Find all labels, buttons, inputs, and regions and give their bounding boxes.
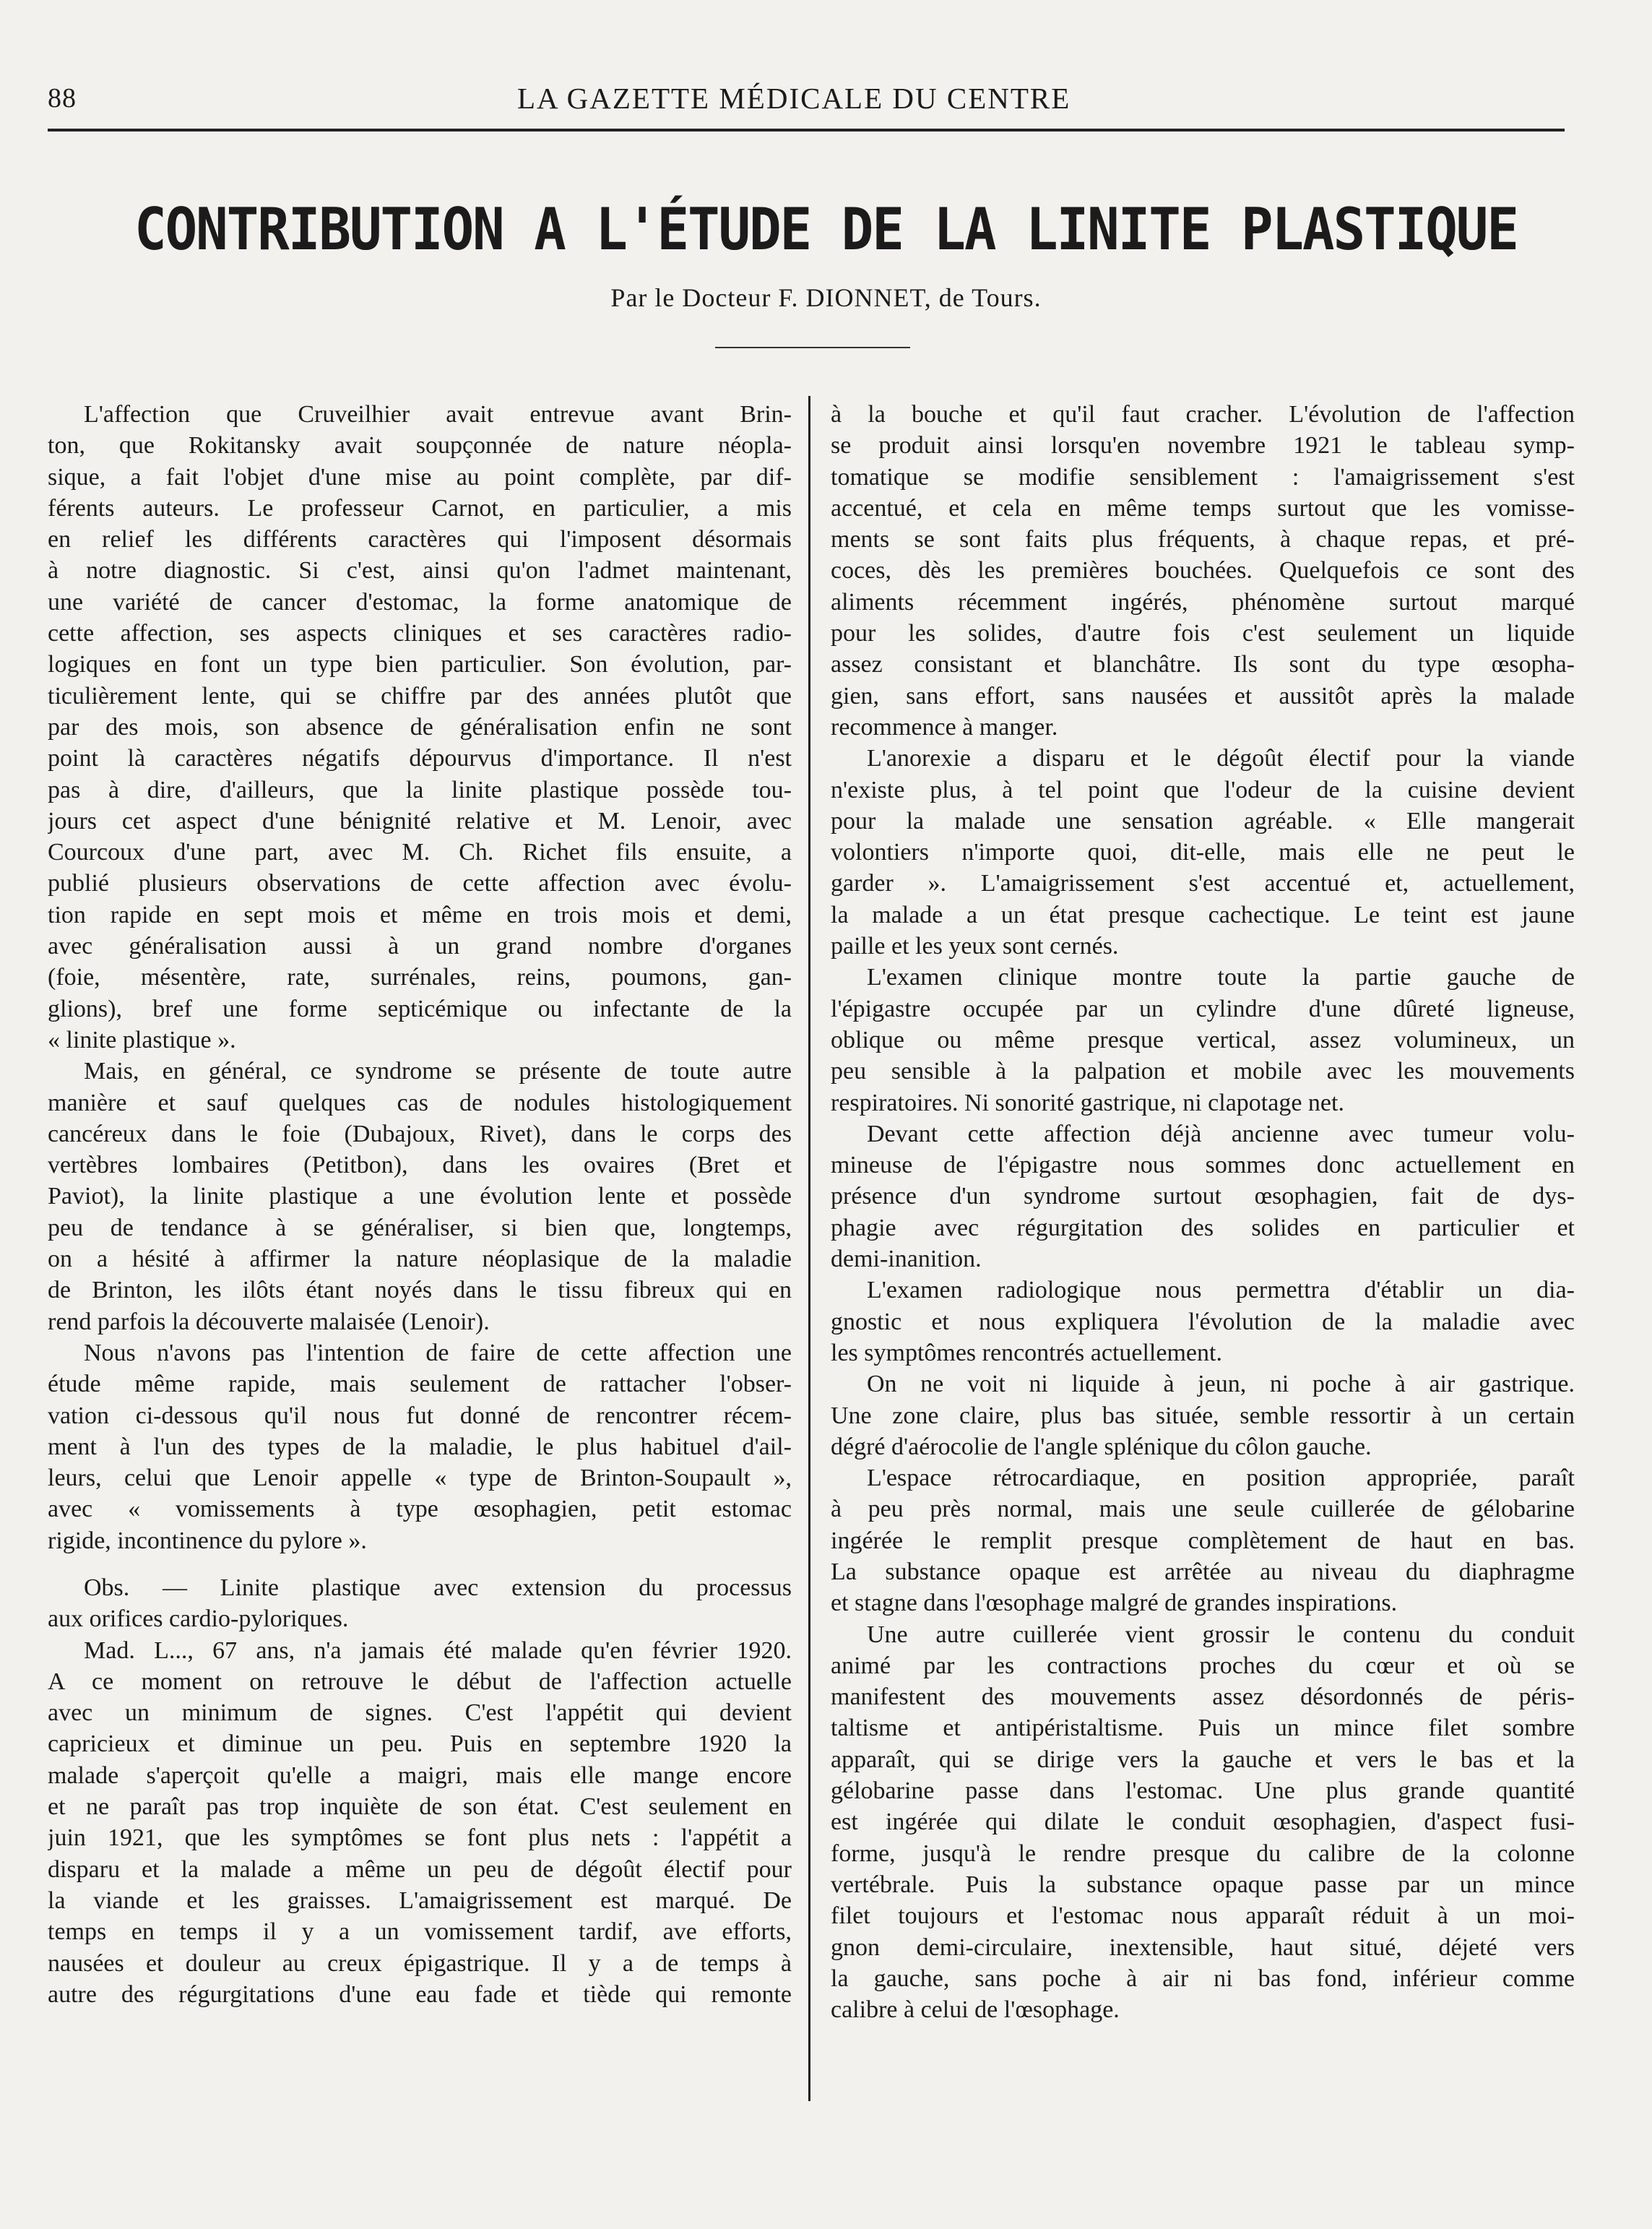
text-line: coces, dès les premières bouchées. Quelquefois ce sont des [831,557,1575,585]
text-line: Nous n'avons pas l'intention de faire de cette affection une [84,1339,792,1366]
text-line: (foie, mésentère, rate, surrénales, reins, poumons, gan- [48,964,792,991]
text-line: paille et les yeux sont cernés. [831,933,1119,960]
text-line: de Brinton, les ilôts étant noyés dans le tissu fibreux qui en [48,1277,792,1304]
text-line: recommence à manger. [831,713,1058,741]
text-line: ingérée le remplit presque complètement de haut en bas. [831,1527,1575,1554]
text-line: mineuse de l'épigastre nous sommes donc actuellement en [831,1152,1575,1179]
left-column [48,399,792,2010]
text-line: La substance opaque est arrêtée au niveau du diaphragme [831,1558,1575,1585]
text-line: taltisme et antipéristaltisme. Puis un mince filet sombre [831,1715,1575,1742]
text-line: pour la malade une sensation agréable. « Elle mangerait [831,807,1575,835]
text-line: cette affection, ses aspects cliniques et ses caractères radio- [48,620,792,647]
text-line: peu sensible à la palpation et mobile avec les mouvements [831,1058,1575,1085]
text-line: présence d'un syndrome surtout œsophagien, fait de dys- [831,1183,1575,1210]
text-line: est ingérée qui dilate le conduit œsophagien, d'aspect fusi- [831,1808,1575,1836]
text-line: phagie avec régurgitation des solides en particulier et [831,1214,1575,1241]
text-line: disparu et la malade a même un peu de dégoût électif pour [48,1855,792,1883]
text-line: jours cet aspect d'une bénignité relative et M. Lenoir, avec [48,807,792,835]
text-line: On ne voit ni liquide à jeun, ni poche à air gastrique. [867,1371,1575,1398]
running-header [48,81,1565,124]
text-line: avec généralisation aussi à un grand nombre d'organes [48,933,792,960]
text-line: glions), bref une forme septicémique ou infectante de la [48,995,792,1022]
text-line: L'affection que Cruveilhier avait entrevue avant Brin- [84,401,792,428]
text-line: manifestent des mouvements assez désordonnés de péris- [831,1683,1575,1711]
text-line: demi-inanition. [831,1246,982,1273]
text-line: A ce moment on retrouve le début de l'affection actuelle [48,1668,792,1695]
text-line: calibre à celui de l'œsophage. [831,1996,1120,2024]
text-line: forme, jusqu'à le rendre presque du calibre de la colonne [831,1840,1575,1867]
text-line: par des mois, son absence de généralisation enfin ne sont [48,713,792,741]
text-line: vertébrale. Puis la substance opaque passe par un mince [831,1871,1575,1898]
text-line: tion rapide en sept mois et même en trois mois et demi, [48,901,792,928]
page-number: 88 [48,83,77,113]
text-line: Mais, en général, ce syndrome se présente de toute autre [84,1058,792,1085]
text-line: gien, sans effort, sans nausées et aussitôt après la malade [831,682,1575,710]
text-line: les symptômes rencontrés actuellement. [831,1339,1222,1366]
text-line: Devant cette affection déjà ancienne avec tumeur volu- [867,1120,1575,1147]
text-line: « linite plastique ». [48,1026,236,1053]
text-line: avec un minimum de signes. C'est l'appétit qui devient [48,1699,792,1727]
text-line: se produit ainsi lorsqu'en novembre 1921 le tableau symp- [831,432,1575,460]
text-line: dégré d'aérocolie de l'angle splénique du côlon gauche. [831,1433,1372,1460]
text-line: gnostic et nous expliquera l'évolution de la maladie avec [831,1308,1575,1335]
text-line: Paviot), la linite plastique a une évolution lente et possède [48,1183,792,1210]
article-byline: Par le Docteur F. DIONNET, de Tours. [610,283,1042,312]
text-line: et stagne dans l'œsophage malgré de grandes inspirations. [831,1590,1398,1617]
text-line: en relief les différents caractères qui l'imposent désormais [48,526,792,553]
text-line: leurs, celui que Lenoir appelle « type de Brinton-Soupault », [48,1465,792,1492]
text-line: férents auteurs. Le professeur Carnot, en particulier, a mis [48,494,792,522]
header-rule [48,129,1565,132]
text-line: vation ci-dessous qu'il nous fut donné de rencontrer récem- [48,1402,792,1429]
text-line: rend parfois la découverte malaisée (Lenoir). [48,1308,490,1335]
column-divider [808,396,810,2101]
text-line: Courcoux d'une part, avec M. Ch. Richet fils ensuite, a [48,839,792,866]
paragraph-gap [48,1556,792,1572]
text-line: à peu près normal, mais une seule cuillerée de gélobarine [831,1496,1575,1523]
text-line: volontiers n'importe quoi, dit-elle, mais elle ne peut le [831,839,1575,866]
text-line: la malade a un état presque cachectique. Le teint est jaune [831,901,1575,928]
text-line: assez consistant et blanchâtre. Ils sont du type œsopha- [831,651,1575,678]
right-column [831,399,1575,2025]
text-line: étude même rapide, mais seulement de rattacher l'obser- [48,1371,792,1398]
text-line: Une zone claire, plus bas située, semble ressortir à un certain [831,1402,1575,1429]
article-title: CONTRIBUTION A L'ÉTUDE DE LA LINITE PLASTIQUE [134,196,1518,264]
text-line: temps en temps il y a un vomissement tardif, ave efforts, [48,1918,792,1946]
text-line: L'examen radiologique nous permettra d'établir un dia- [867,1277,1575,1304]
text-line: respiratoires. Ni sonorité gastrique, ni clapotage net. [831,1089,1344,1116]
text-line: L'examen clinique montre toute la partie gauche de [867,964,1575,991]
text-line: une variété de cancer d'estomac, la forme anatomique de [48,588,792,616]
text-line: n'existe plus, à tel point que l'odeur de la cuisine devient [831,776,1575,803]
text-line: autre des régurgitations d'une eau fade et tiède qui remonte [48,1980,792,2008]
text-line: vertèbres lombaires (Petitbon), dans les ovaires (Bret et [48,1152,792,1179]
text-line: ment à l'un des types de la maladie, le plus habituel d'ail- [48,1433,792,1460]
journal-name: LA GAZETTE MÉDICALE DU CENTRE [517,82,1071,115]
text-line: gélobarine passe dans l'estomac. Une plus grande quantité [831,1777,1575,1805]
text-line: garder ». L'amaigrissement s'est accentué et, actuellement, [831,870,1575,897]
text-line: juin 1921, que les symptômes se font plus nets : l'appétit a [48,1824,792,1852]
text-line: Obs. — Linite plastique avec extension du processus [84,1574,792,1601]
text-line: à notre diagnostic. Si c'est, ainsi qu'on l'admet maintenant, [48,557,792,585]
text-line: animé par les contractions proches du cœur et où se [831,1652,1575,1679]
text-line: L'espace rétrocardiaque, en position appropriée, paraît [867,1465,1575,1492]
text-line: publié plusieurs observations de cette affection avec évolu- [48,870,792,897]
text-line: avec « vomissements à type œsophagien, petit estomac [48,1496,792,1523]
text-line: aux orifices cardio-pyloriques. [48,1605,349,1633]
title-divider [715,347,910,348]
text-line: capricieux et diminue un peu. Puis en septembre 1920 la [48,1730,792,1758]
text-line: sique, a fait l'objet d'une mise au point complète, par dif- [48,463,792,491]
text-line: logiques en font un type bien particulier. Son évolution, par- [48,651,792,678]
text-line: peu de tendance à se généraliser, si bien que, longtemps, [48,1214,792,1241]
text-line: filet toujours et l'estomac nous apparaît réduit à un moi- [831,1902,1575,1930]
text-line: pas à dire, d'ailleurs, que la linite plastique possède tou- [48,776,792,803]
text-line: accentué, et cela en même temps surtout que les vomisse- [831,494,1575,522]
text-line: rigide, incontinence du pylore ». [48,1527,367,1554]
text-line: Une autre cuillerée vient grossir le contenu du conduit [867,1621,1575,1648]
text-line: ticulièrement lente, qui se chiffre par des années plutôt que [48,682,792,710]
text-line: tomatique se modifie sensiblement : l'amaigrissement s'est [831,463,1575,491]
text-line: manière et sauf quelques cas de nodules histologiquement [48,1089,792,1116]
text-line: l'épigastre occupée par un cylindre d'une dûreté ligneuse, [831,995,1575,1022]
text-line: cancéreux dans le foie (Dubajoux, Rivet), dans le corps des [48,1120,792,1147]
text-line: Mad. L..., 67 ans, n'a jamais été malade qu'en février 1920. [84,1637,792,1664]
text-line: on a hésité à affirmer la nature néoplasique de la maladie [48,1246,792,1273]
text-line: gnon demi-circulaire, inextensible, haut situé, déjeté vers [831,1933,1575,1961]
text-line: apparaît, qui se dirige vers la gauche et vers le bas et la [831,1746,1575,1773]
text-line: point là caractères négatifs dépourvus d'importance. Il n'est [48,745,792,772]
text-line: à la bouche et qu'il faut cracher. L'évolution de l'affection [831,401,1575,428]
text-line: ton, que Rokitansky avait soupçonnée de nature néopla- [48,432,792,460]
text-line: oblique ou même presque vertical, assez volumineux, un [831,1026,1575,1053]
text-line: et ne paraît pas trop inquiète de son état. C'est seulement en [48,1793,792,1821]
text-line: L'anorexie a disparu et le dégoût électif pour la viande [867,745,1575,772]
text-line: nausées et douleur au creux épigastrique. Il y a de temps à [48,1949,792,1977]
text-line: pour les solides, d'autre fois c'est seulement un liquide [831,620,1575,647]
text-line: aliments récemment ingérés, phénomène surtout marqué [831,588,1575,616]
text-line: la gauche, sans poche à air ni bas fond, inférieur comme [831,1965,1575,1992]
text-line: ments se sont faits plus fréquents, à chaque repas, et pré- [831,526,1575,553]
text-line: malade s'aperçoit qu'elle a maigri, mais elle mange encore [48,1762,792,1789]
text-line: la viande et les graisses. L'amaigrissement est marqué. De [48,1887,792,1914]
